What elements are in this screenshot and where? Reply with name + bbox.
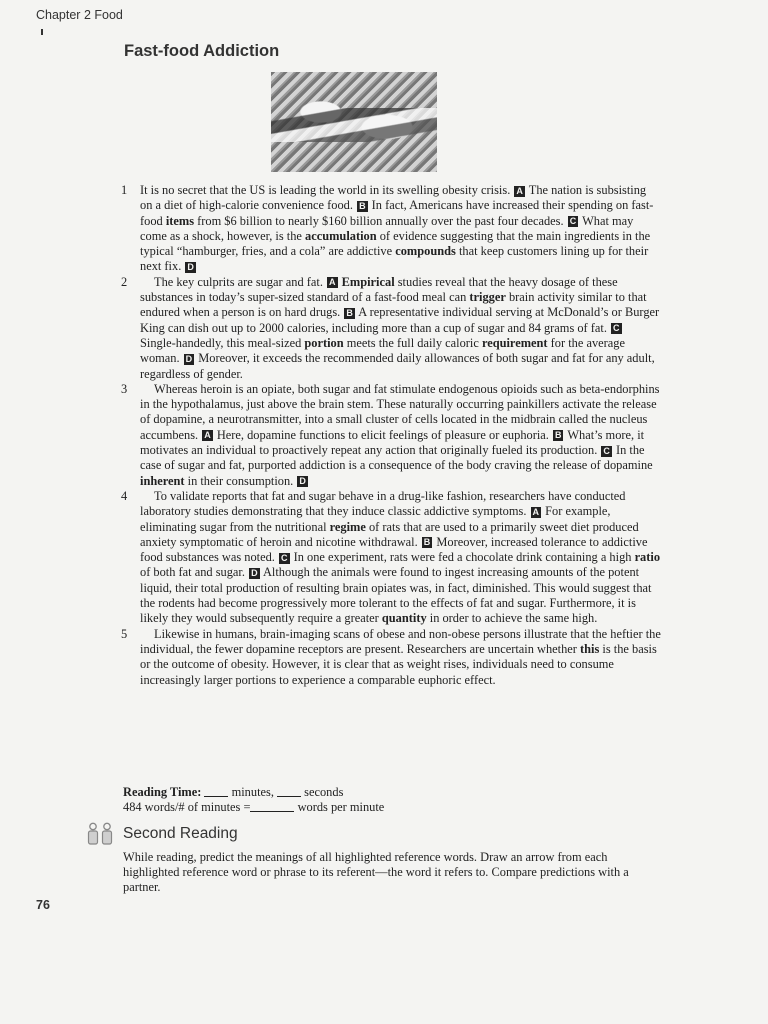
text-run: The nation is subsisting on a diet of high-calorie convenience food. xyxy=(140,183,647,213)
paragraph-4 xyxy=(121,489,661,627)
text-run: In fact, Americans have increased their spending on fast-food xyxy=(140,198,654,228)
text-run: Single-handedly, this meal-sized xyxy=(140,335,305,350)
text-run: in order to achieve the same high. xyxy=(426,611,598,626)
insertion-marker: A xyxy=(532,506,540,517)
reading-time-block xyxy=(123,785,384,815)
article-body xyxy=(121,183,661,688)
text-run: brain activity similar to that endured when a person is on hard drugs. xyxy=(140,290,647,320)
text-run: meets the full daily caloric xyxy=(343,335,482,350)
text-run: studies reveal that the heavy dosage of these substances in today’s super-sized standard of a fast-food meal can xyxy=(140,274,618,305)
seconds-blank[interactable] xyxy=(277,785,301,797)
insertion-marker: A xyxy=(204,430,211,441)
insertion-marker: B xyxy=(346,307,353,318)
vocabulary-word: accumulation xyxy=(305,228,377,243)
paragraph-number: 2 xyxy=(121,274,128,289)
insertion-marker: C xyxy=(281,552,288,563)
article-title: Fast-food Addiction xyxy=(124,42,280,60)
two-people-icon xyxy=(86,822,114,846)
insertion-marker: D xyxy=(299,476,306,487)
text-run: To validate reports that fat and sugar behave in a drug-like fashion, researchers have conducted laboratory studies demonstrating that they induce classic addictive symptoms. xyxy=(140,488,626,519)
text-run: Moreover, it exceeds the recommended daily allowances of both sugar and fat for any adult, regardless of gender. xyxy=(140,351,655,381)
chapter-header: Chapter 2 Food xyxy=(36,8,123,22)
section-heading: Second Reading xyxy=(123,825,238,842)
fast-food-photo xyxy=(271,72,437,172)
insertion-marker: D xyxy=(251,567,258,578)
text-run: for the average woman. xyxy=(140,335,625,366)
vocabulary-word: ratio xyxy=(634,550,661,565)
paragraph-2 xyxy=(121,275,661,382)
text-run: Likewise in humans, brain-imaging scans of obese and non-obese persons illustrate that the heftier the individual, the fewer dopamine receptors are present. Researchers are uncertain whether xyxy=(140,626,661,656)
vocabulary-word: portion xyxy=(304,335,344,350)
vocabulary-word: this xyxy=(580,641,600,656)
paragraph-5 xyxy=(121,627,661,688)
paragraph-number: 4 xyxy=(121,488,128,503)
sandwich-shape xyxy=(271,108,437,142)
section-instructions: While reading, predict the meanings of all highlighted reference words. Draw an arrow from each highlighted reference word or phrase to its referent—the word it refers to. Compare predictions with a partner. xyxy=(123,850,629,894)
insertion-marker: B xyxy=(423,537,431,548)
minutes-blank[interactable] xyxy=(204,785,228,797)
header-mark xyxy=(41,29,43,35)
seconds-label: seconds xyxy=(304,785,344,799)
insertion-marker: A xyxy=(329,277,336,288)
insertion-marker: D xyxy=(185,353,193,364)
text-run: In the case of sugar and fat, purported addiction is a consequence of the body craving the release of dopamine xyxy=(140,443,653,473)
insertion-marker: B xyxy=(359,200,366,211)
text-run: of both fat and sugar. xyxy=(140,565,249,580)
insertion-marker: D xyxy=(187,261,194,272)
vocabulary-word: requirement xyxy=(481,335,548,350)
insertion-marker: C xyxy=(603,445,610,456)
insertion-marker: C xyxy=(569,216,577,227)
insertion-marker: C xyxy=(613,323,620,334)
vocabulary-word: regime xyxy=(329,519,366,534)
text-run: The key culprits are sugar and fat. xyxy=(154,274,327,289)
text-run: What may come as a shock, however, is the xyxy=(140,213,634,243)
vocabulary-word: trigger xyxy=(469,290,506,305)
vocabulary-word: items xyxy=(165,213,195,228)
vocabulary-word: quantity xyxy=(381,611,427,626)
insertion-marker: A xyxy=(516,185,523,196)
wpm-formula: 484 words/# of minutes = xyxy=(123,800,251,814)
wpm-blank[interactable] xyxy=(250,800,294,812)
text-run: What’s more, it motivates an individual to proactively repeat any action that originally fueled its production. xyxy=(140,427,645,458)
vocabulary-word: Empirical xyxy=(341,274,395,289)
text-run: is the basis or the outcome of obesity. However, it is clear that as weight rises, individuals need to consume increasingly larger portions to experience a comparable euphoric effect. xyxy=(140,641,657,687)
text-run: Moreover, increased tolerance to addictive food substances was noted. xyxy=(140,534,648,565)
text-run: Although the animals were found to ingest increasing amounts of the potent liquid, their total production of resulting brain opiates was, in fact, diminished. This would suggest that the rodents had become progressively more tolerant to the effects of fat and sugar. Furthermore, it is likely they would subsequently require a greater xyxy=(140,565,652,626)
text-run: of evidence suggesting that the main ingredients in the typical “hamburger, fries, and a cola” are addictive xyxy=(140,228,651,259)
text-run: For example, eliminating sugar from the nutritional xyxy=(140,504,611,534)
reading-time-label: Reading Time: xyxy=(123,785,202,799)
page-number: 76 xyxy=(36,898,50,912)
text-run: A representative individual serving at McDonald’s or Burger King can dish out up to 2000 calories, including more than a cup of sugar and 84 grams of fat. xyxy=(140,305,660,335)
paragraph-number: 1 xyxy=(121,183,128,197)
text-run: from $6 billion to nearly $160 billion annually over the past four decades. xyxy=(194,213,567,228)
paragraph-number: 3 xyxy=(121,381,128,396)
wpm-label: words per minute xyxy=(297,800,385,814)
insertion-marker: B xyxy=(554,430,562,441)
paragraph-3 xyxy=(121,382,661,489)
text-run: in their consumption. xyxy=(184,473,297,488)
text-run: It is no secret that the US is leading the world in its swelling obesity crisis. xyxy=(140,183,514,197)
text-run: that keep customers lining up for their next fix. xyxy=(140,244,649,274)
vocabulary-word: inherent xyxy=(140,473,185,488)
vocabulary-word: compounds xyxy=(395,244,456,259)
paragraph-number: 5 xyxy=(121,626,128,641)
text-run: of rats that are used to a primarily sweet diet produced anxiety symptomatic of heroin and nicotine withdrawal. xyxy=(140,519,639,549)
text-run: Here, dopamine functions to elicit feelings of pleasure or euphoria. xyxy=(213,427,552,442)
text-run: In one experiment, rats were fed a chocolate drink containing a high xyxy=(290,550,635,565)
text-run: Whereas heroin is an opiate, both sugar and fat stimulate endogenous opioids such as beta-endorphins in the hypothalamus, just above the brain stem. These naturally occurring painkillers activate the release of dopamine, a neurotransmitter, into a small cluster of cells located in the midbrain called the nucleus accumbens. xyxy=(140,381,660,442)
minutes-label: minutes, xyxy=(231,785,274,799)
paragraph-1 xyxy=(121,183,661,275)
